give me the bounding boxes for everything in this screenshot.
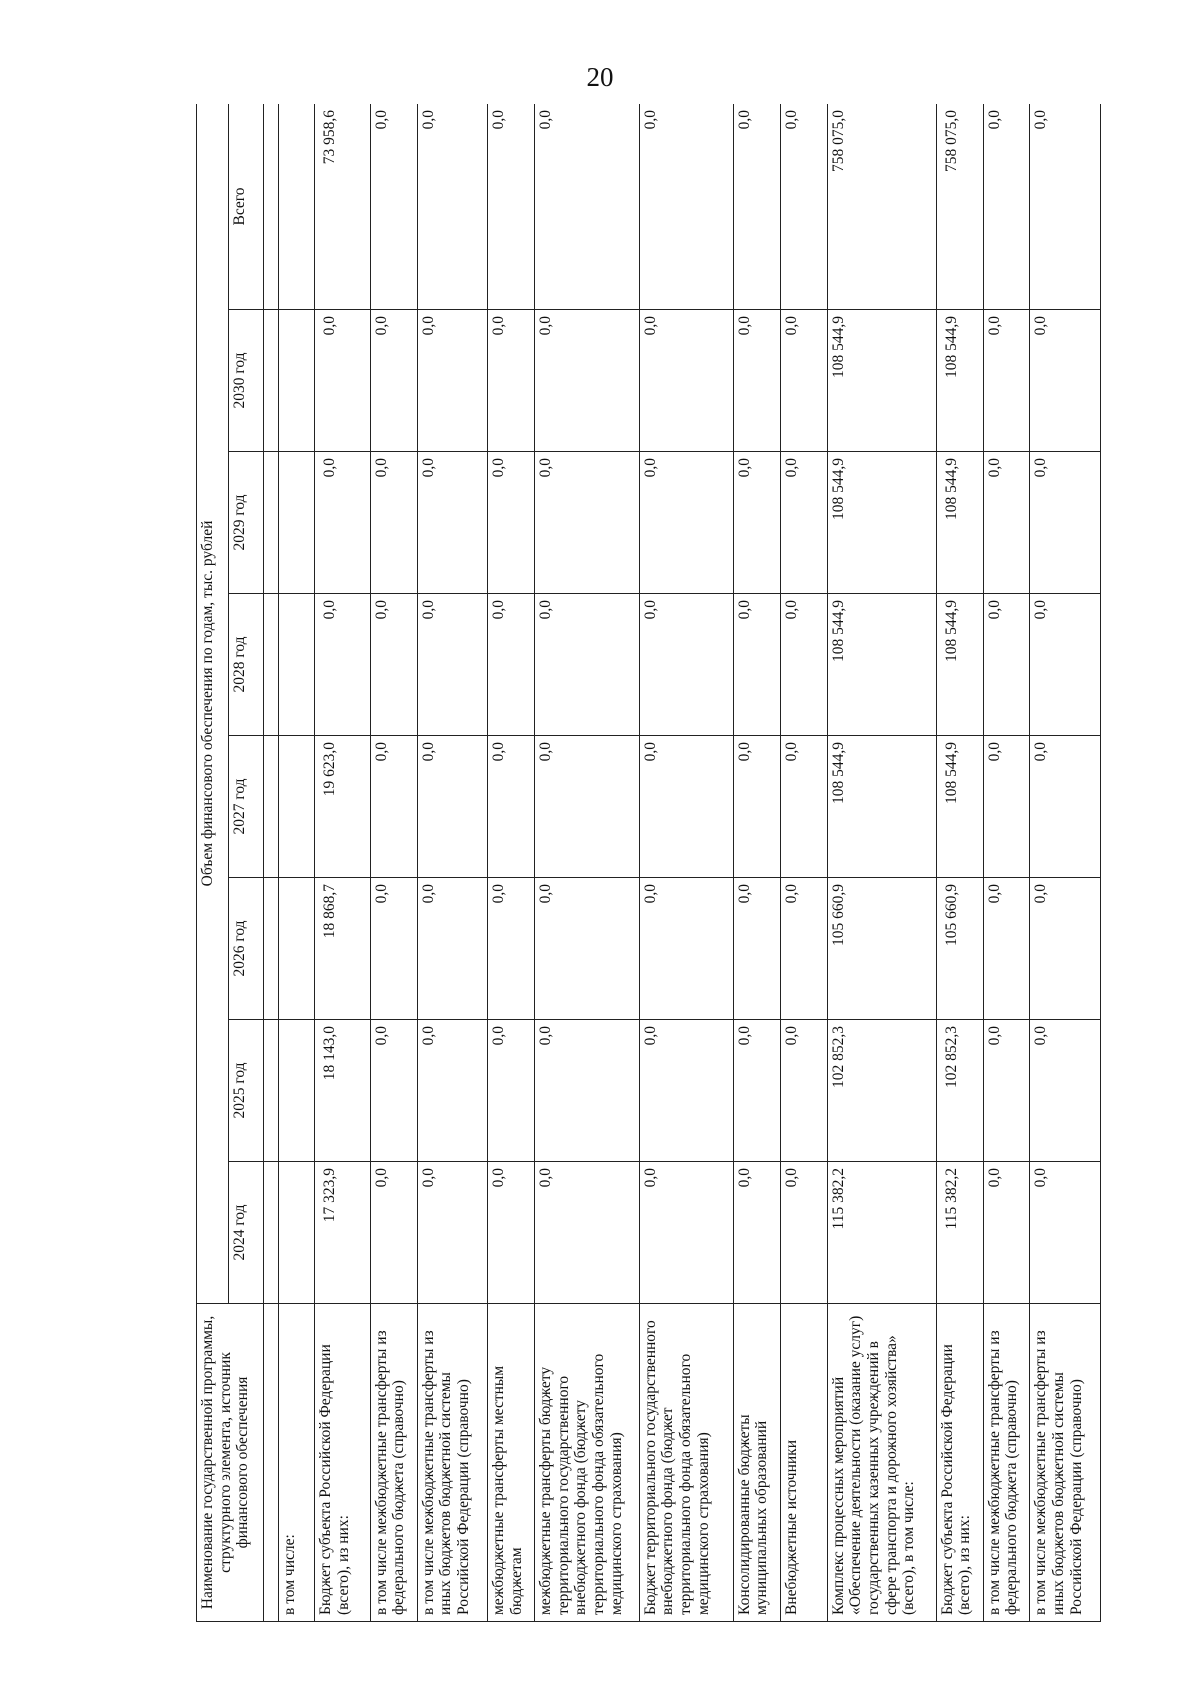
spacer-cell: [264, 736, 279, 878]
cell-value: 0,0: [488, 1162, 535, 1304]
cell-value: 0,0: [417, 1162, 487, 1304]
cell-value: [279, 452, 315, 594]
cell-value: 0,0: [1030, 1020, 1101, 1162]
cell-value: 0,0: [1030, 310, 1101, 452]
table-body: [279, 104, 1101, 1622]
cell-value: 0,0: [370, 736, 417, 878]
table-row: [780, 104, 827, 1622]
cell-value: 0,0: [780, 1020, 827, 1162]
cell-value: 0,0: [417, 1020, 487, 1162]
cell-value: 0,0: [733, 594, 780, 736]
cell-value: 0,0: [417, 878, 487, 1020]
cell-value: 0,0: [780, 104, 827, 310]
cell-value: 0,0: [780, 1162, 827, 1304]
cell-value: 0,0: [733, 310, 780, 452]
cell-value: 0,0: [733, 1020, 780, 1162]
cell-value: 0,0: [1030, 878, 1101, 1020]
cell-value: 758 075,0: [936, 104, 983, 310]
cell-value: 0,0: [639, 594, 733, 736]
cell-value: 0,0: [488, 1020, 535, 1162]
table-row: [279, 104, 315, 1622]
cell-value: 0,0: [417, 104, 487, 310]
cell-value: 0,0: [639, 736, 733, 878]
cell-value: 108 544,9: [827, 594, 936, 736]
cell-value: 0,0: [733, 1162, 780, 1304]
cell-value: 0,0: [315, 594, 371, 736]
header-year-2030: 2030 год: [229, 310, 264, 452]
cell-value: 0,0: [780, 452, 827, 594]
spacer-cell: [264, 104, 279, 310]
cell-value: 73 958,6: [315, 104, 371, 310]
page-number: 20: [586, 62, 614, 92]
cell-value: 108 544,9: [936, 310, 983, 452]
cell-value: 19 623,0: [315, 736, 371, 878]
row-name: в том числе:: [279, 1304, 315, 1622]
cell-value: [279, 878, 315, 1020]
cell-value: 0,0: [639, 104, 733, 310]
cell-value: 0,0: [370, 1162, 417, 1304]
rotated-table-content: [196, 104, 1101, 1622]
cell-value: 0,0: [639, 1162, 733, 1304]
header-funding-group: Объем финансового обеспечения по годам, тыс. рублей: [197, 104, 229, 1304]
cell-value: 0,0: [488, 878, 535, 1020]
table-row: [488, 104, 535, 1622]
cell-value: 0,0: [983, 310, 1030, 452]
cell-value: 0,0: [780, 594, 827, 736]
cell-value: 108 544,9: [936, 452, 983, 594]
cell-value: 102 852,3: [827, 1020, 936, 1162]
rotated-table-frame: [196, 104, 1101, 1622]
cell-value: 0,0: [315, 452, 371, 594]
spacer-cell: [264, 1304, 279, 1622]
cell-value: 105 660,9: [827, 878, 936, 1020]
row-name: межбюджетные трансферты бюджету территориального государственного внебюджетного фонда (бюджету территориального фонда обязательного медицинского страхования): [535, 1304, 640, 1622]
cell-value: 0,0: [639, 310, 733, 452]
cell-value: 0,0: [535, 452, 640, 594]
cell-value: 0,0: [983, 1020, 1030, 1162]
cell-value: 0,0: [370, 1020, 417, 1162]
header-year-2027: 2027 год: [229, 736, 264, 878]
cell-value: 0,0: [733, 104, 780, 310]
cell-value: 18 143,0: [315, 1020, 371, 1162]
cell-value: 0,0: [733, 452, 780, 594]
spacer-cell: [264, 452, 279, 594]
cell-value: 0,0: [639, 452, 733, 594]
spacer-cell: [264, 310, 279, 452]
cell-value: 0,0: [488, 452, 535, 594]
header-year-2028: 2028 год: [229, 594, 264, 736]
cell-value: 108 544,9: [827, 736, 936, 878]
cell-value: 115 382,2: [936, 1162, 983, 1304]
header-year-2026: 2026 год: [229, 878, 264, 1020]
table-row: [936, 104, 983, 1622]
cell-value: 17 323,9: [315, 1162, 371, 1304]
cell-value: [279, 104, 315, 310]
cell-value: 0,0: [780, 310, 827, 452]
spacer-cell: [264, 878, 279, 1020]
cell-value: 0,0: [315, 310, 371, 452]
row-name: Внебюджетные источники: [780, 1304, 827, 1622]
cell-value: 115 382,2: [827, 1162, 936, 1304]
financing-table: [196, 104, 1101, 1622]
spacer-cell: [264, 1020, 279, 1162]
header-spacer-row: [264, 104, 279, 1622]
cell-value: 108 544,9: [936, 594, 983, 736]
header-name-column: Наименование государственной программы, структурного элемента, источник финансового обеспечения: [197, 1304, 264, 1622]
cell-value: 0,0: [983, 1162, 1030, 1304]
cell-value: 0,0: [535, 594, 640, 736]
cell-value: 0,0: [535, 878, 640, 1020]
cell-value: 0,0: [370, 310, 417, 452]
table-row: [370, 104, 417, 1622]
spacer-cell: [264, 1162, 279, 1304]
cell-value: 0,0: [370, 104, 417, 310]
row-name: Консолидированные бюджеты муниципальных образований: [733, 1304, 780, 1622]
row-name: в том числе межбюджетные трансферты из иных бюджетов бюджетной системы Российской Федерации (справочно): [1030, 1304, 1101, 1622]
table-row: [733, 104, 780, 1622]
cell-value: [279, 736, 315, 878]
cell-value: 105 660,9: [936, 878, 983, 1020]
cell-value: [279, 594, 315, 736]
cell-value: [279, 310, 315, 452]
cell-value: 0,0: [488, 736, 535, 878]
cell-value: 0,0: [1030, 1162, 1101, 1304]
cell-value: 0,0: [1030, 104, 1101, 310]
row-name: Бюджет субъекта Российской Федерации (всего), из них:: [315, 1304, 371, 1622]
cell-value: [279, 1162, 315, 1304]
cell-value: 0,0: [488, 310, 535, 452]
header-year-2025: 2025 год: [229, 1020, 264, 1162]
table-row: [639, 104, 733, 1622]
cell-value: 0,0: [639, 1020, 733, 1162]
cell-value: [279, 1020, 315, 1162]
cell-value: 0,0: [370, 452, 417, 594]
row-name: межбюджетные трансферты местным бюджетам: [488, 1304, 535, 1622]
row-name: в том числе межбюджетные трансферты из федерального бюджета (справочно): [983, 1304, 1030, 1622]
cell-value: 0,0: [370, 594, 417, 736]
cell-value: 108 544,9: [827, 452, 936, 594]
cell-value: 0,0: [983, 104, 1030, 310]
header-year-2029: 2029 год: [229, 452, 264, 594]
cell-value: 0,0: [639, 878, 733, 1020]
cell-value: 0,0: [733, 736, 780, 878]
row-name: в том числе межбюджетные трансферты из иных бюджетов бюджетной системы Российской Федерации (справочно): [417, 1304, 487, 1622]
table-row: [315, 104, 371, 1622]
cell-value: 0,0: [983, 452, 1030, 594]
cell-value: 0,0: [983, 736, 1030, 878]
cell-value: 0,0: [535, 104, 640, 310]
row-name: Комплекс процессных мероприятий «Обеспечение деятельности (оказание услуг) государственных казенных учреждений в сфере транспорта и дорожного хозяйства» (всего), в том числе:: [827, 1304, 936, 1622]
cell-value: 0,0: [535, 736, 640, 878]
cell-value: 0,0: [1030, 736, 1101, 878]
table-row: [417, 104, 487, 1622]
cell-value: 0,0: [370, 878, 417, 1020]
cell-value: 18 868,7: [315, 878, 371, 1020]
cell-value: 0,0: [535, 1020, 640, 1162]
cell-value: 0,0: [1030, 594, 1101, 736]
cell-value: 0,0: [983, 878, 1030, 1020]
header-year-2024: 2024 год: [229, 1162, 264, 1304]
cell-value: 0,0: [417, 594, 487, 736]
cell-value: 0,0: [417, 736, 487, 878]
header-total: Всего: [229, 104, 264, 310]
cell-value: 0,0: [983, 594, 1030, 736]
cell-value: 0,0: [780, 736, 827, 878]
cell-value: 0,0: [535, 310, 640, 452]
row-name: Бюджет субъекта Российской Федерации (всего), из них:: [936, 1304, 983, 1622]
cell-value: 758 075,0: [827, 104, 936, 310]
table-row: [827, 104, 936, 1622]
cell-value: 102 852,3: [936, 1020, 983, 1162]
cell-value: 0,0: [417, 310, 487, 452]
row-name: в том числе межбюджетные трансферты из федерального бюджета (справочно): [370, 1304, 417, 1622]
cell-value: 108 544,9: [936, 736, 983, 878]
cell-value: 0,0: [488, 104, 535, 310]
cell-value: 0,0: [1030, 452, 1101, 594]
cell-value: 0,0: [733, 878, 780, 1020]
spacer-cell: [264, 594, 279, 736]
cell-value: 0,0: [780, 878, 827, 1020]
cell-value: 0,0: [488, 594, 535, 736]
cell-value: 108 544,9: [827, 310, 936, 452]
table-row: [535, 104, 640, 1622]
table-row: [983, 104, 1030, 1622]
row-name: Бюджет территориального государственного внебюджетного фонда (бюджет территориального фонда обязательного медицинского страхования): [639, 1304, 733, 1622]
cell-value: 0,0: [417, 452, 487, 594]
table-row: [1030, 104, 1101, 1622]
cell-value: 0,0: [535, 1162, 640, 1304]
